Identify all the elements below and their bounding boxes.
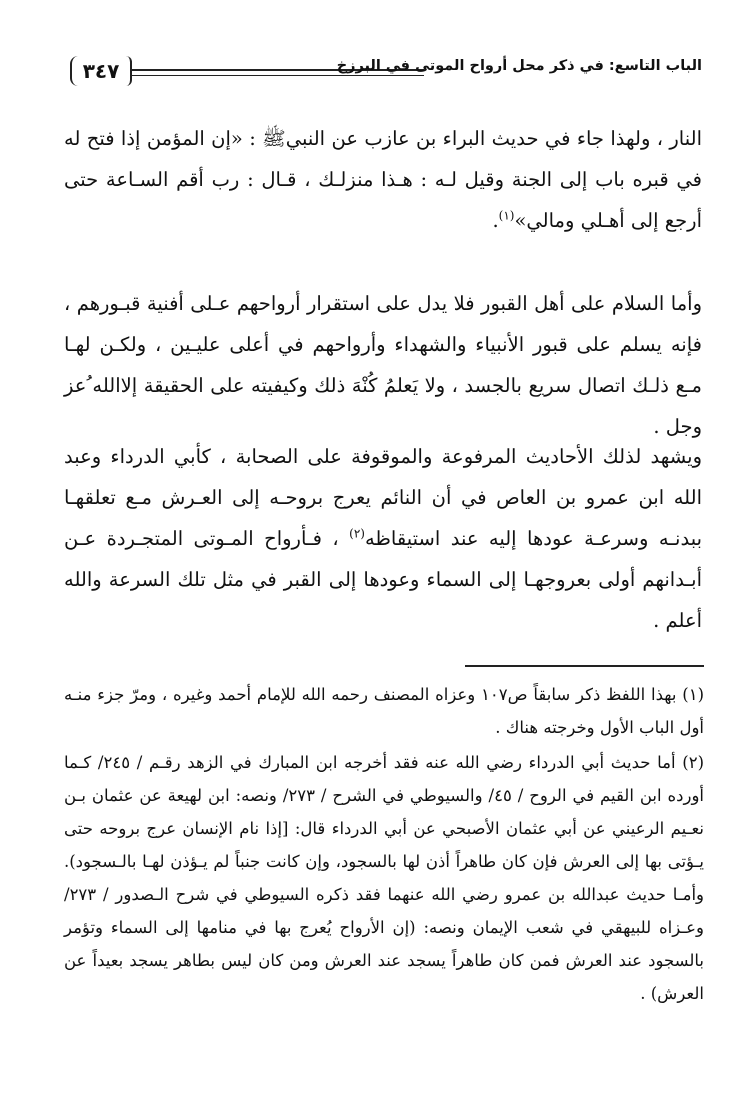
header-rule-thin	[130, 75, 424, 76]
body-paragraph-1	[64, 118, 702, 241]
paragraph-text: النار ، ولهذا جاء في حديث البراء بن عازب عن النبيﷺ : «إن المؤمن إذا فتح له في قبره باب إلى الجنة وقيل لـه : هـذا منزلـك ، قـال : رب أقم السـاعة حتى أرجع إلى أهـلي ومالي»	[64, 127, 702, 232]
page-header	[70, 56, 702, 90]
running-title: الباب التاسع: في ذكر محل أرواح الموتى في البرزخ	[336, 58, 702, 74]
paragraph-end: .	[492, 209, 499, 232]
paragraph-text-a: ويشهد لذلك الأحاديث المرفوعة والموقوفة على الصحابة ، كأبي الدرداء وعبد الله ابن عمرو بن العاص في أن النائم يعرج بروحـه إلى العـرش مـع تعلقهـا ببدنـه وسرعـة عودها إليه عند استيقاظه	[64, 445, 703, 550]
body-paragraph-2	[64, 283, 702, 447]
page-number: ٣٤٧	[70, 56, 130, 86]
body-paragraph-3	[64, 436, 702, 641]
footnote-ref-2[interactable]: (٢)	[349, 526, 365, 541]
paragraph-text-b: ، فـأرواح المـوتى المتجـردة عـن أبـدانهم أولى بعروجهـا إلى السماء وعودها إلى القبر في مثل تلك السرعة والله أعلم .	[64, 527, 702, 632]
footnote-1: (١) بهذا اللفظ ذكر سابقاً ص١٠٧ وعزاه المصنف رحمه الله للإمام أحمد وغيره ، ومرّ جزء منـه أول الباب الأول وخرجته هناك .	[64, 685, 705, 737]
paragraph-text: وأما السلام على أهل القبور فلا يدل على استقرار أرواحهم عـلى أفنية قبـورهم ، فإنه يسلم على قبور الأنبياء والشهداء وأرواحهم في أعلى عليـين ، ولكـن لهـا مـع ذلـك اتصال سريع بالجسد ، ولا يَعلمُ كُنْهَ ذلك وكيفيته على الحقيقة إلاالله ُعز وجل .	[64, 292, 702, 438]
footnote-separator	[465, 665, 704, 667]
footnote-ref-1[interactable]: (١)	[498, 208, 515, 223]
footnote-2: (٢) أما حديث أبي الدرداء رضي الله عنه فقد أخرجه ابن المبارك في الزهد رقـم / ٢٤٥/ كـما أورده ابن القيم في الروح / ٤٥/ والسيوطي في الشرح / ٢٧٣/ ونصه: ابن لهيعة عن عثمان بـن نعـيم الرعيني عن أبي عثمان الأصبحي عن أبي الدرداء قال: [إذا نام الإنسان عرج بروحه حتى يـؤتى بها إلى العرش فإن كان طاهراً أذن لها بالسجود، وإن كانت جنباً لم يـؤذن لهـا بالـسجود). وأمـا حديث عبدالله بن عمرو رضي الله عنهما فقد ذكره السيوطي في شرح الـصدور / ٢٧٣/ وعـزاه للبيهقي في شعب الإيمان ونصه: (إن الأرواح يُعرج بها في منامها إلى السماء وتؤمر بالسجود عند العرش فمن كان طاهراً يسجد عند العرش ومن كان ليس بطاهر يسجد بعيداً عن العرش) .	[64, 753, 704, 1003]
footnotes	[64, 678, 704, 1010]
